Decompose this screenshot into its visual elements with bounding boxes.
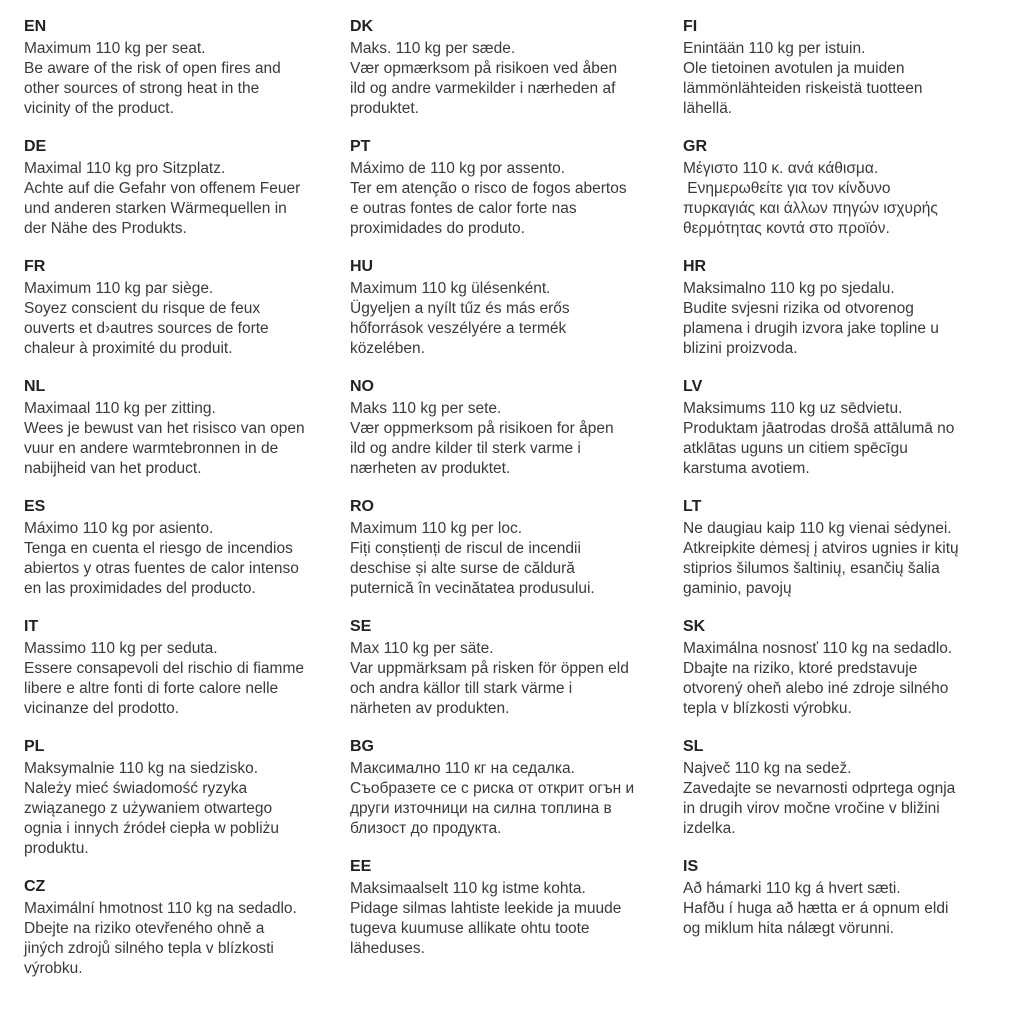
text-line: Ügyeljen a nyílt tűz és más erős [350, 300, 570, 317]
block-lines [24, 399, 350, 479]
text-line: deschise și alte surse de căldură [350, 560, 575, 577]
language-block [350, 615, 683, 719]
text-line: in drugih virov močne vročine v bližini [683, 800, 940, 817]
text-line: Wees je bewust van het risisco van open [24, 420, 305, 437]
language-code: FI [683, 18, 698, 35]
text-line: Tenga en cuenta el riesgo de incendios [24, 540, 293, 557]
text-line: vicinity of the product. [24, 100, 174, 117]
text-line: nabijheid van het product. [24, 460, 202, 477]
language-code: BG [350, 738, 374, 755]
language-code: DK [350, 18, 374, 35]
text-line: Maks. 110 kg per sæde. [350, 40, 516, 57]
text-line: Maksimalno 110 kg po sjedalu. [683, 280, 895, 297]
text-line: Soyez conscient du risque de feux [24, 300, 261, 317]
text-line: atklātas uguns un citiem spēcīgu [683, 440, 908, 457]
block-lines [24, 159, 350, 239]
language-code: NL [24, 378, 46, 395]
text-line: ognia i innych źródeł ciepła w pobliżu [24, 820, 280, 837]
language-code: EN [24, 18, 47, 35]
language-code: NO [350, 378, 374, 395]
column-3 [683, 15, 1000, 955]
text-line: Maksymalnie 110 kg na siedzisko. [24, 760, 259, 777]
language-code: FR [24, 258, 46, 275]
text-line: Vær opmærksom på risikoen ved åben [350, 60, 618, 77]
language-code: DE [24, 138, 47, 155]
text-line: Maximálna nosnosť 110 kg na sedadlo. [683, 640, 953, 657]
language-block [350, 855, 683, 959]
text-line: jiných zdrojů silného tepla v blízkosti [24, 940, 274, 957]
language-code: GR [683, 138, 707, 155]
text-line: tugeva kuumuse allikate ohtu toote [350, 920, 590, 937]
text-line: und anderen starken Wärmequellen in [24, 200, 287, 217]
language-code: SK [683, 618, 706, 635]
text-line: Maximal 110 kg pro Sitzplatz. [24, 160, 226, 177]
language-block [683, 735, 1000, 839]
language-code: CZ [24, 878, 46, 895]
language-code: ES [24, 498, 46, 515]
text-line: libere e altre fonti di forte calore nelle [24, 680, 279, 697]
text-line: der Nähe des Produkts. [24, 220, 187, 237]
language-block [350, 15, 683, 119]
language-block [350, 135, 683, 239]
text-line: nærheten av produktet. [350, 460, 511, 477]
text-line: tepla v blízkosti výrobku. [683, 700, 852, 717]
text-line: en las proximidades del producto. [24, 580, 256, 597]
language-block [683, 135, 1000, 239]
text-line: other sources of strong heat in the [24, 80, 260, 97]
block-lines [24, 899, 350, 979]
text-line: Enintään 110 kg per istuin. [683, 40, 866, 57]
block-lines [350, 519, 683, 599]
language-block [350, 255, 683, 359]
text-line: Należy mieć świadomość ryzyka [24, 780, 248, 797]
text-line: Hafðu í huga að hætta er á opnum eldi [683, 900, 949, 917]
text-line: lämmönlähteiden riskeistä tuotteen [683, 80, 923, 97]
language-block [350, 495, 683, 599]
text-line: ild og andre varmekilder i nærheden af [350, 80, 616, 97]
text-line: Budite svjesni rizika od otvorenog [683, 300, 914, 317]
text-line: πυρκαγιάς και άλλων πηγών ισχυρής [683, 200, 938, 217]
text-line: Maksimums 110 kg uz sēdvietu. [683, 400, 903, 417]
block-lines [350, 879, 683, 959]
text-line: e outras fontes de calor forte nas [350, 200, 577, 217]
text-line: Ενημερωθείτε για τον κίνδυνο [683, 180, 891, 197]
text-line: gaminio, pavojų [683, 580, 792, 597]
block-lines [683, 159, 1000, 239]
column-2 [350, 15, 683, 975]
block-lines [683, 879, 1000, 939]
text-line: chaleur à proximité du produit. [24, 340, 233, 357]
text-line: Maximaal 110 kg per zitting. [24, 400, 216, 417]
text-line: vuur en andere warmtebronnen in de [24, 440, 279, 457]
text-line: puternică în vecinătatea produsului. [350, 580, 595, 597]
text-line: ouverts et d›autres sources de forte [24, 320, 269, 337]
language-block [24, 615, 350, 719]
language-block [24, 495, 350, 599]
block-lines [350, 39, 683, 119]
text-line: Μέγιστο 110 κ. ανά κάθισμα. [683, 160, 879, 177]
text-line: výrobku. [24, 960, 83, 977]
text-line: närheten av produkten. [350, 700, 510, 717]
language-block [683, 375, 1000, 479]
text-line: Maximum 110 kg per loc. [350, 520, 522, 537]
block-lines [24, 279, 350, 359]
language-block [683, 615, 1000, 719]
text-line: stiprios šilumos šaltinių, esančių šalia [683, 560, 940, 577]
language-block [24, 875, 350, 979]
block-lines [24, 639, 350, 719]
text-line: izdelka. [683, 820, 736, 837]
text-line: produktu. [24, 840, 89, 857]
block-lines [683, 39, 1000, 119]
language-block [24, 375, 350, 479]
block-lines [350, 399, 683, 479]
block-lines [350, 279, 683, 359]
text-line: Máximo de 110 kg por assento. [350, 160, 566, 177]
text-line: Maximální hmotnost 110 kg na sedadlo. [24, 900, 297, 917]
text-line: og miklum hita nálægt vörunni. [683, 920, 895, 937]
text-line: közelében. [350, 340, 425, 357]
language-block [24, 255, 350, 359]
text-line: abiertos y otras fuentes de calor intenso [24, 560, 299, 577]
block-lines [350, 759, 683, 839]
language-block [683, 255, 1000, 359]
language-block [683, 855, 1000, 939]
language-code: HR [683, 258, 707, 275]
text-line: Максимално 110 кг на седалка. [350, 760, 575, 777]
text-line: Maksimaalselt 110 kg istme kohta. [350, 880, 586, 897]
block-lines [683, 279, 1000, 359]
block-lines [683, 519, 1000, 599]
block-lines [24, 39, 350, 119]
language-code: IS [683, 858, 699, 875]
text-line: plamena i drugih izvora jake topline u [683, 320, 939, 337]
text-line: Var uppmärksam på risken för öppen eld [350, 660, 629, 677]
text-line: Máximo 110 kg por asiento. [24, 520, 214, 537]
text-line: och andra källor till stark värme i [350, 680, 573, 697]
language-code: LV [683, 378, 703, 395]
language-code: IT [24, 618, 39, 635]
text-line: Be aware of the risk of open fires and [24, 60, 281, 77]
text-line: vicinanze del prodotto. [24, 700, 180, 717]
text-line: Produktam jāatrodas drošā attālumā no [683, 420, 955, 437]
text-line: Največ 110 kg na sedež. [683, 760, 852, 777]
text-line: Essere consapevoli del rischio di fiamme [24, 660, 304, 677]
text-line: Съобразете се с риска от открит огън и [350, 780, 635, 797]
text-line: hőforrások veszélyére a termék [350, 320, 567, 337]
text-line: Zavedajte se nevarnosti odprtega ognja [683, 780, 956, 797]
block-lines [683, 759, 1000, 839]
text-line: Ne daugiau kaip 110 kg vienai sėdynei. [683, 520, 952, 537]
block-lines [683, 399, 1000, 479]
block-lines [350, 159, 683, 239]
block-lines [683, 639, 1000, 719]
text-line: Achte auf die Gefahr von offenem Feuer [24, 180, 301, 197]
text-line: Maximum 110 kg par siège. [24, 280, 214, 297]
text-line: Max 110 kg per säte. [350, 640, 494, 657]
language-block [350, 375, 683, 479]
block-lines [24, 519, 350, 599]
language-block [24, 15, 350, 119]
text-line: Dbajte na riziko, ktoré predstavuje [683, 660, 918, 677]
text-line: Maximum 110 kg ülésenként. [350, 280, 551, 297]
text-line: lähellä. [683, 100, 733, 117]
language-code: EE [350, 858, 372, 875]
text-line: Maks 110 kg per sete. [350, 400, 502, 417]
text-line: blizini proizvoda. [683, 340, 798, 357]
language-code: PL [24, 738, 45, 755]
text-line: Maximum 110 kg per seat. [24, 40, 206, 57]
language-code: SE [350, 618, 372, 635]
language-block [24, 735, 350, 859]
text-line: Ole tietoinen avotulen ja muiden [683, 60, 905, 77]
language-code: RO [350, 498, 374, 515]
text-line: θερμότητας κοντά στο προϊόν. [683, 220, 890, 237]
text-line: близост до продукта. [350, 820, 502, 837]
language-block [24, 135, 350, 239]
text-line: Vær oppmerksom på risikoen for åpen [350, 420, 614, 437]
text-line: otvorený oheň alebo iné zdroje silného [683, 680, 949, 697]
language-block [683, 15, 1000, 119]
block-lines [24, 759, 350, 859]
text-line: związanego z używaniem otwartego [24, 800, 273, 817]
language-code: PT [350, 138, 371, 155]
text-line: karstuma avotiem. [683, 460, 810, 477]
block-lines [350, 639, 683, 719]
language-code: HU [350, 258, 374, 275]
text-line: läheduses. [350, 940, 425, 957]
text-line: ild og andre kilder til sterk varme i [350, 440, 581, 457]
language-block [350, 735, 683, 839]
text-line: Að hámarki 110 kg á hvert sæti. [683, 880, 901, 897]
language-code: SL [683, 738, 704, 755]
text-line: Atkreipkite dėmesį į atviros ugnies ir kitų [683, 540, 959, 557]
text-line: produktet. [350, 100, 419, 117]
text-line: Pidage silmas lahtiste leekide ja muude [350, 900, 622, 917]
text-line: други източници на силна топлина в [350, 800, 612, 817]
text-line: Fiți conștienți de riscul de incendii [350, 540, 581, 557]
text-line: proximidades do produto. [350, 220, 525, 237]
text-line: Dbejte na riziko otevřeného ohně a [24, 920, 265, 937]
text-line: Ter em atenção o risco de fogos abertos [350, 180, 627, 197]
column-1 [24, 15, 350, 995]
language-block [683, 495, 1000, 599]
language-code: LT [683, 498, 702, 515]
text-line: Massimo 110 kg per seduta. [24, 640, 218, 657]
